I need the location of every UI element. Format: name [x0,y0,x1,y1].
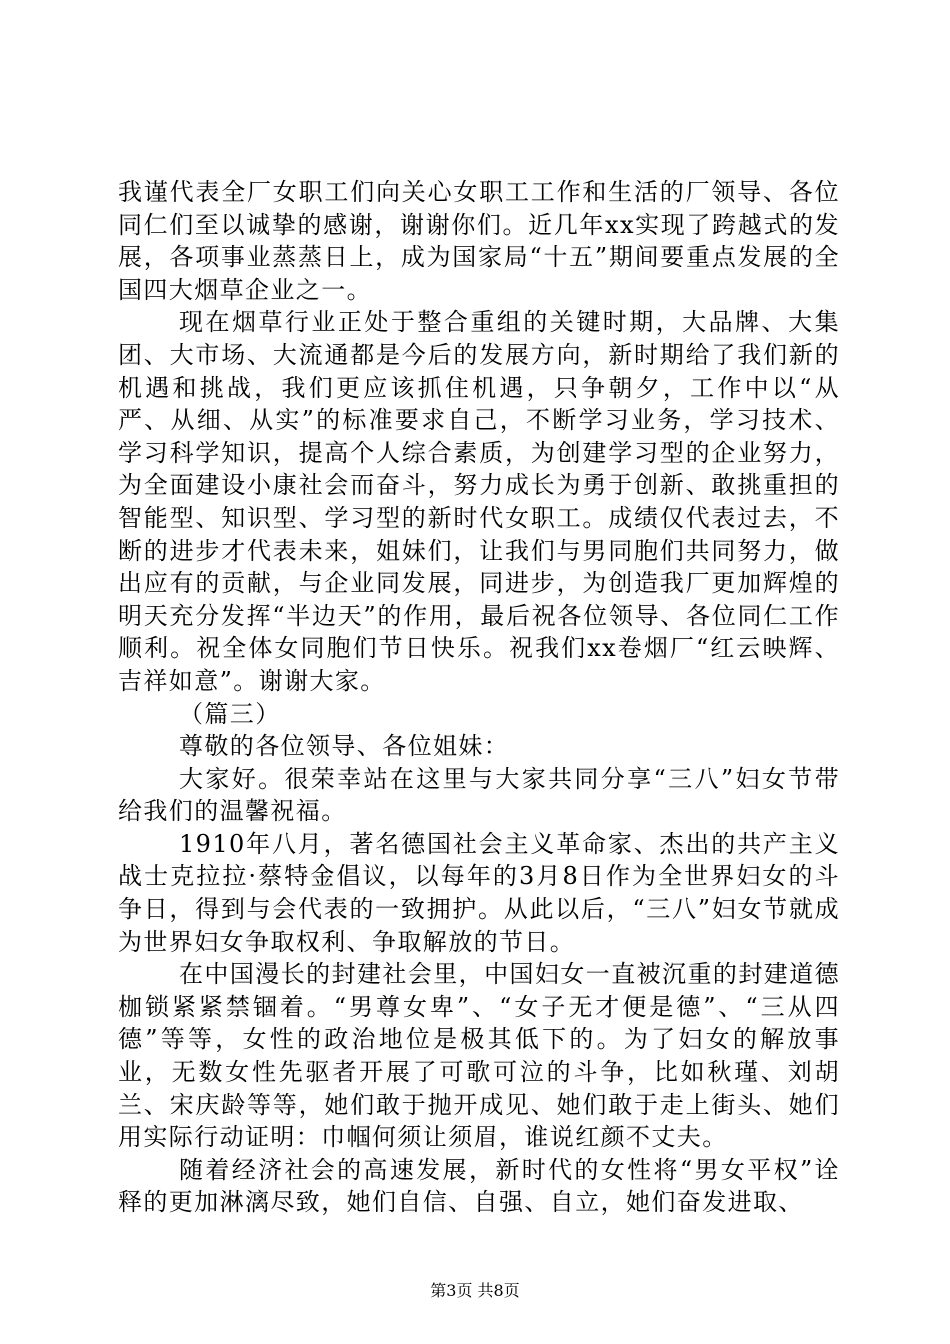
salutation: 尊敬的各位领导、各位姐妹： [179,732,510,761]
paragraph: 随着经济社会的高速发展，新时代的女性将“男女平权”诠释的更加淋漓尽致，她们自信、自强、自立，她们奋发进取、 [118,1155,840,1217]
paragraph: 我谨代表全厂女职工们向关心女职工工作和生活的厂领导、各位同仁们至以诚挚的感谢，谢谢你们。近几年xx实现了跨越式的发展，各项事业蒸蒸日上，成为国家局“十五”期间要重点发展的全国四大烟草企业之一。 [118,178,840,304]
paragraph: 大家好。很荣幸站在这里与大家共同分享“三八”妇女节带给我们的温馨祝福。 [118,764,840,826]
section-heading: （篇三） [179,699,281,728]
paragraph: 现在烟草行业正处于整合重组的关键时期，大品牌、大集团、大市场、大流通都是今后的发展方向，新时期给了我们新的机遇和挑战，我们更应该抓住机遇，只争朝夕，工作中以“从严、从细、从实”的标准要求自己，不断学习业务，学习技术、学习科学知识，提高个人综合素质，为创建学习型的企业努力，为全面建设小康社会而奋斗，努力成长为勇于创新、敢挑重担的智能型、知识型、学习型的新时代女职工。成绩仅代表过去，不断的进步才代表未来，姐妹们，让我们与男同胞们共同努力，做出应有的贡献，与企业同发展，同进步，为创造我厂更加辉煌的明天充分发挥“半边天”的作用，最后祝各位领导、各位同仁工作顺利。祝全体女同胞们节日快乐。祝我们xx卷烟厂“红云映辉、吉祥如意”。谢谢大家。 [118,308,840,695]
document-body [118,176,840,1219]
paragraph: 在中国漫长的封建社会里，中国妇女一直被沉重的封建道德枷锁紧紧禁锢着。“男尊女卑”、“女子无才便是德”、“三从四德”等等，女性的政治地位是极其低下的。为了妇女的解放事业，无数女性先驱者开展了可歌可泣的斗争，比如秋瑾、刘胡兰、宋庆龄等等，她们敢于抛开成见、她们敢于走上街头、她们用实际行动证明：巾帼何须让须眉，谁说红颜不丈夫。 [118,960,840,1152]
page-number-footer: 第3页 共8页 [430,1281,520,1300]
paragraph: 1910年八月，著名德国社会主义革命家、杰出的共产主义战士克拉拉·蔡特金倡议，以每年的3月8日作为全世界妇女的斗争日，得到与会代表的一致拥护。从此以后，“三八”妇女节就成为世界妇女争取权利、争取解放的节日。 [118,829,840,956]
